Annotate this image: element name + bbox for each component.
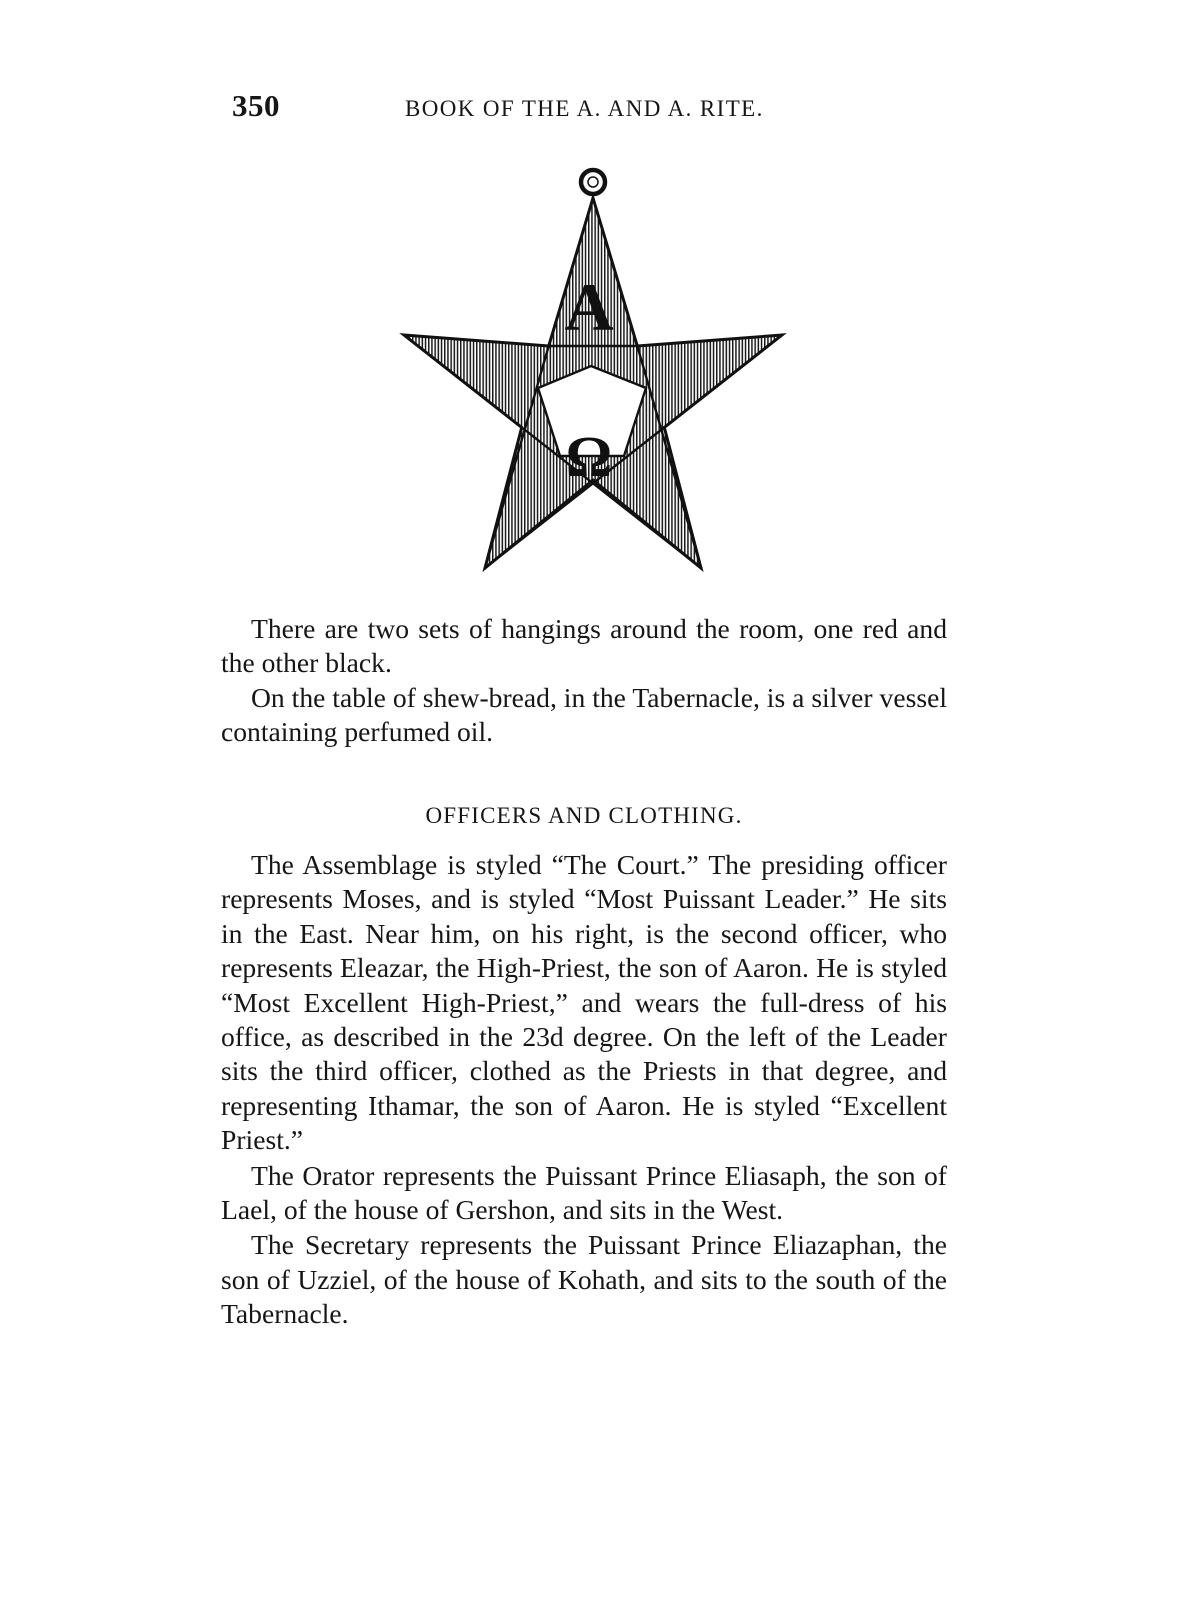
ring-icon	[581, 170, 605, 194]
paragraph-orator: The Orator represents the Puissant Prince Eliasaph, the son of Lael, of the house of Gershon, and sits in the West.	[221, 1159, 947, 1226]
paragraph-assemblage: The Assemblage is styled “The Court.” The presiding officer represents Moses, and is styled “Most Puissant Leader.” He sits in the East. Near him, on his right, is the second officer, who represents Eleazar, the High-Priest, the son of Aaron. He is styled “Most Excellent High-Priest,” and wears the full-dress of his office, as described in the 23d degree. On the left of the Leader sits the third officer, clothed as the Priests in that degree, and representing Ithamar, the son of Aaron. He is styled “Excellent Priest.”	[221, 849, 947, 1156]
letter-omega: Ω	[565, 424, 613, 489]
five-pointed-star-pendant-icon	[380, 158, 800, 588]
letter-alpha: A	[564, 269, 614, 345]
running-head: BOOK OF THE A. AND A. RITE.	[405, 96, 764, 121]
intro-text	[221, 612, 947, 750]
page-number: 350	[232, 88, 280, 123]
officers-text	[221, 848, 947, 1333]
paragraph-shew-bread: On the table of shew-bread, in the Tabernacle, is a silver vessel containing perfumed oil.	[221, 681, 947, 748]
section-heading: OFFICERS AND CLOTHING.	[425, 803, 743, 828]
paragraph-hangings: There are two sets of hangings around the room, one red and the other black.	[221, 613, 947, 679]
paragraph-secretary: The Secretary represents the Puissant Prince Eliazaphan, the son of Uzziel, of the house of Kohath, and sits to the south of the Tabernacle.	[221, 1229, 947, 1330]
page-header	[0, 88, 1200, 128]
star-pendant-illustration	[380, 158, 800, 588]
